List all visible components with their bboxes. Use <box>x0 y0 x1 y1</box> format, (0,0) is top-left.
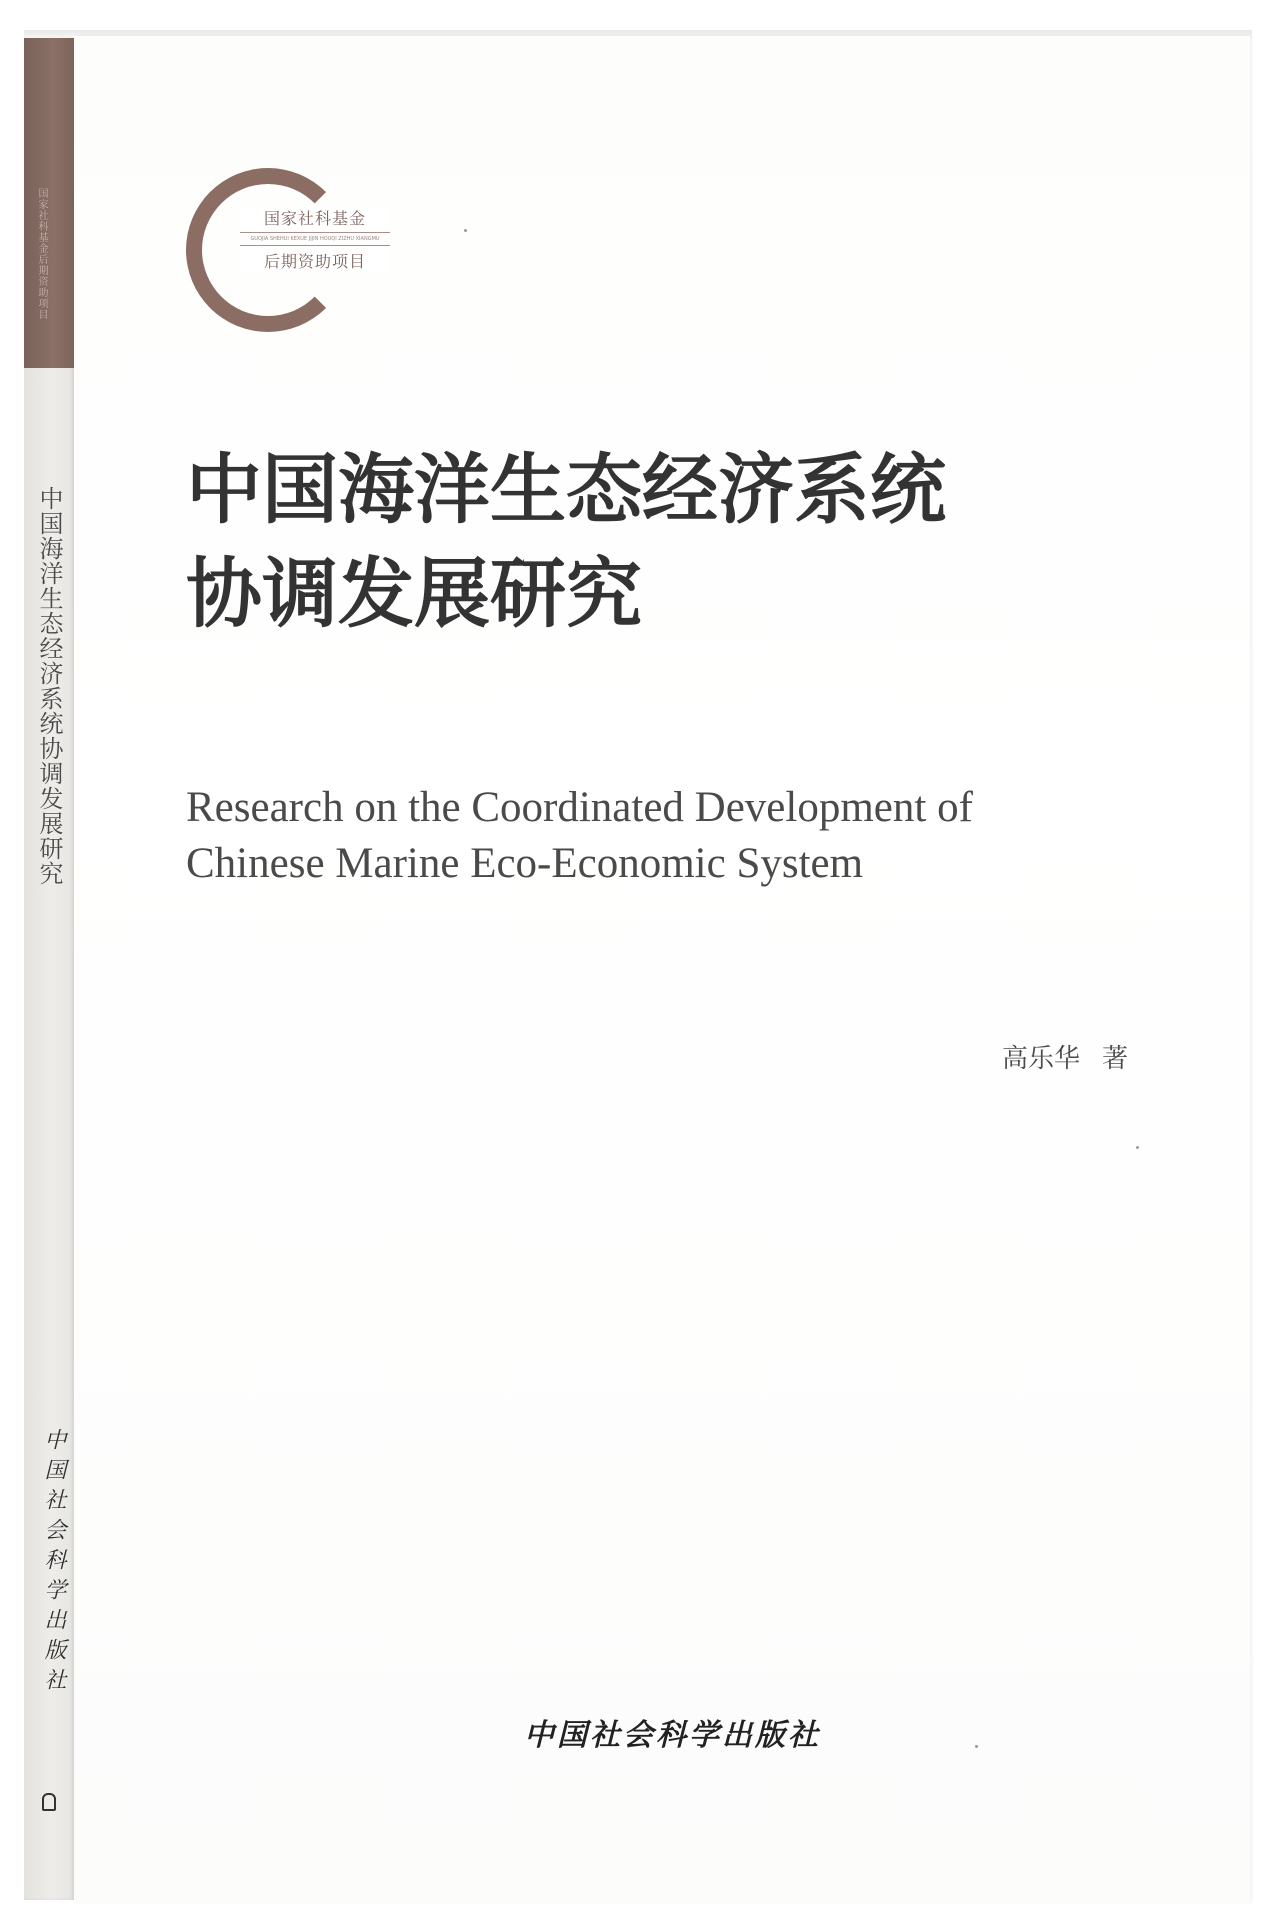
logo-line-2: 后期资助项目 <box>240 245 390 272</box>
author-role: 著 <box>1102 1044 1129 1074</box>
chinese-title <box>186 438 946 646</box>
author-line <box>1002 1038 1128 1075</box>
english-title <box>186 780 973 892</box>
english-title-line-1: Research on the Coordinated Development of <box>186 784 973 831</box>
logo-line-1: 国家社科基金 <box>240 206 390 233</box>
author-name: 高乐华 <box>1002 1044 1081 1074</box>
chinese-title-line-1: 中国海洋生态经济系统 <box>186 445 946 534</box>
spine-title: 中国海洋生态经济系统协调发展研究 <box>35 486 63 886</box>
speck <box>1136 1146 1139 1149</box>
fund-logo <box>186 168 380 336</box>
publisher-name: 中国社会科学出版社 <box>524 1718 821 1753</box>
book-spine <box>24 38 74 1900</box>
spine-color-band <box>24 38 74 368</box>
english-title-line-2: Chinese Marine Eco-Economic System <box>186 840 864 887</box>
logo-text <box>240 206 390 272</box>
spine-publisher: 中国社会科学出版社 <box>41 1428 66 1698</box>
logo-pinyin: GUOJIA SHEHUI KEXUE JIJIN HOUQI ZIZHU XIANGMU <box>250 236 380 242</box>
speck <box>464 229 467 232</box>
speck <box>975 1745 978 1748</box>
spine-band-text: 国家社科基金后期资助项目 <box>36 188 47 320</box>
chinese-title-line-2: 协调发展研究 <box>186 549 642 638</box>
spine-logo-icon <box>42 1793 56 1811</box>
